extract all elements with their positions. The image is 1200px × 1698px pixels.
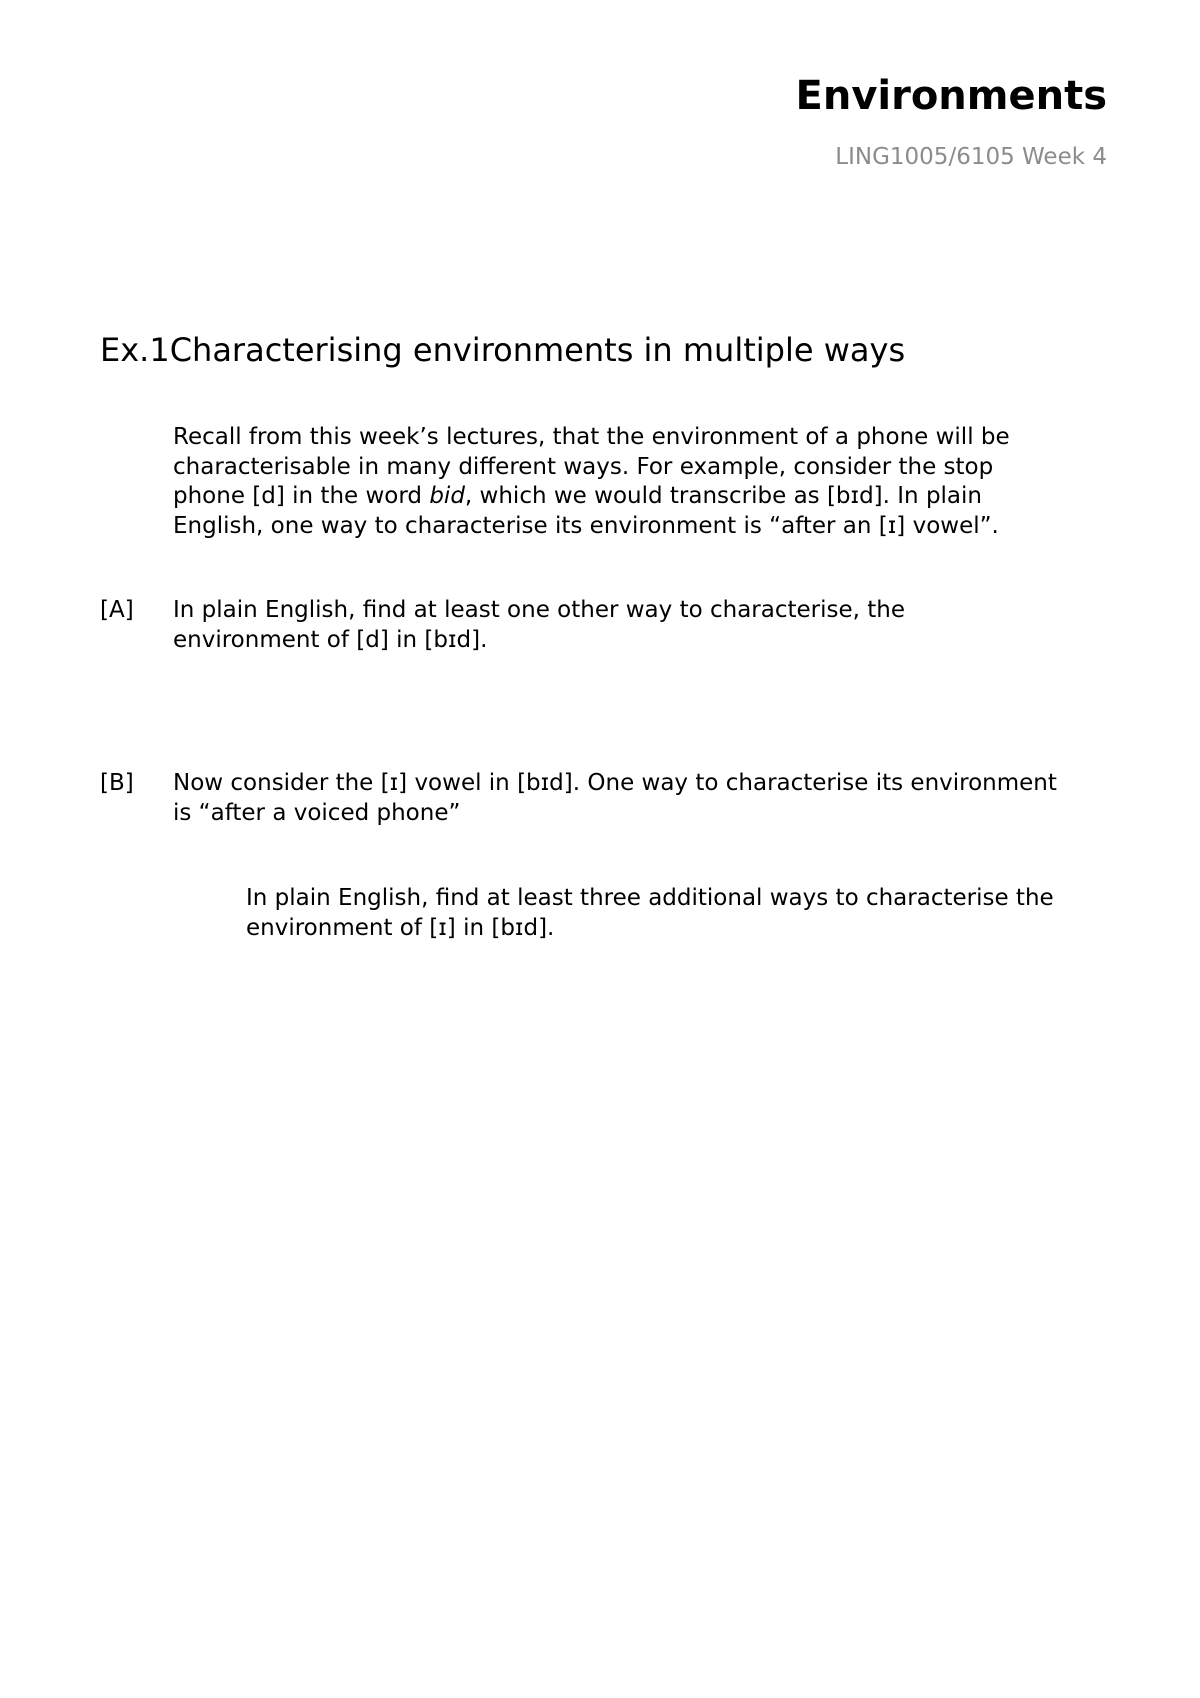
question-line: environment of [d] in [bɪd].: [173, 626, 488, 653]
document-subtitle: LING1005/6105 Week 4: [835, 144, 1107, 170]
intro-line: [173, 482, 1113, 512]
question-a-text: [173, 596, 1113, 655]
intro-text: , which we would transcribe as [bɪd]. In plain: [464, 483, 982, 509]
question-a-label: [A]: [100, 597, 134, 623]
question-line: environment of [ɪ] in [bɪd].: [246, 914, 555, 941]
exercise-heading: [100, 330, 905, 370]
exercise-number: Ex.1: [100, 331, 170, 369]
document-title: Environments: [795, 73, 1107, 119]
example-word: bid: [429, 483, 465, 509]
intro-line: English, one way to characterise its environment is “after an [ɪ] vowel”.: [173, 512, 999, 539]
question-b-label: [B]: [100, 770, 134, 796]
intro-line: characterisable in many different ways. For example, consider the stop: [173, 453, 994, 480]
intro-text: phone [d] in the word: [173, 483, 430, 509]
exercise-title: Characterising environments in multiple ways: [169, 331, 906, 369]
question-line: is “after a voiced phone”: [173, 799, 461, 826]
question-line: In plain English, find at least one other way to characterise, the: [173, 597, 906, 623]
intro-paragraph: [173, 423, 1113, 541]
intro-line: Recall from this week’s lectures, that the environment of a phone will be: [173, 424, 1010, 450]
question-b-subtask: [246, 884, 1116, 943]
question-line: In plain English, find at least three additional ways to characterise the: [246, 885, 1054, 911]
question-b-text: [173, 769, 1113, 828]
question-line: Now consider the [ɪ] vowel in [bɪd]. One way to characterise its environment: [173, 770, 1057, 796]
